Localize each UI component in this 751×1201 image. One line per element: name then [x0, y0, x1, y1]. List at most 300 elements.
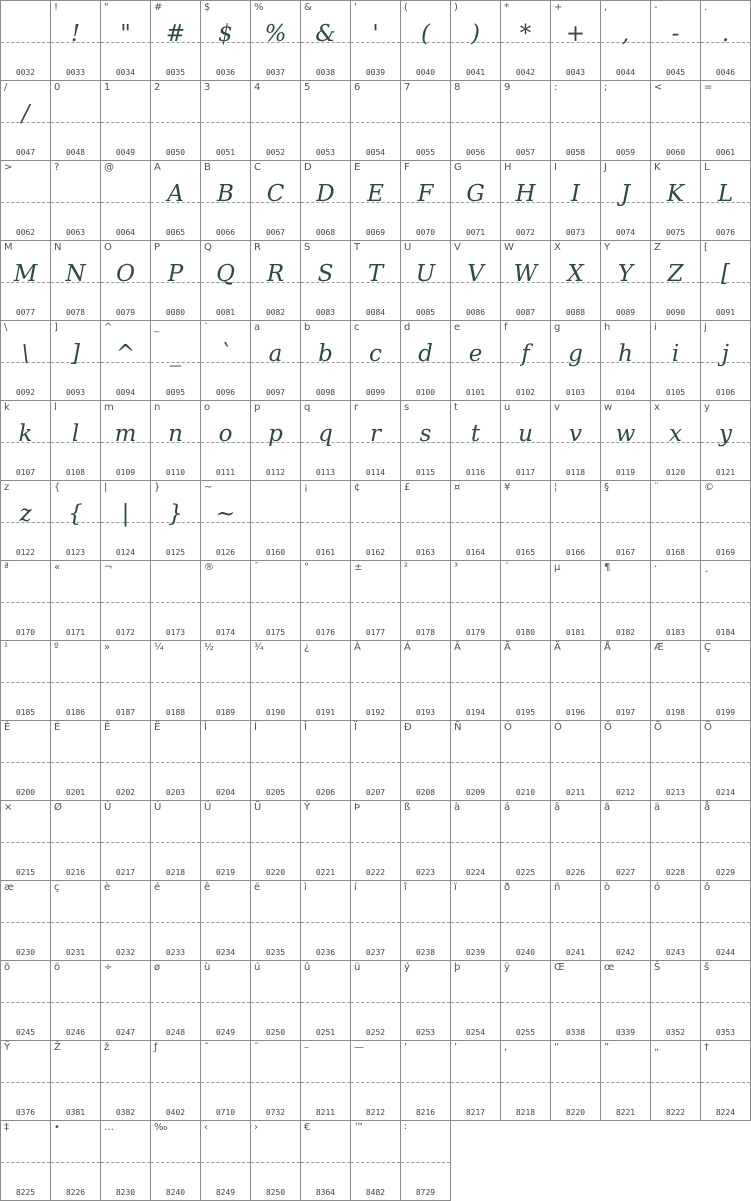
- glyph-cell-label: y: [704, 402, 710, 413]
- baseline-guide: [701, 842, 750, 843]
- glyph-code: 0732: [265, 1108, 286, 1117]
- glyph-cell: [501, 561, 551, 641]
- glyph-code: 8222: [665, 1108, 686, 1117]
- glyph-code: 0232: [115, 948, 136, 957]
- glyph-cell-label: %: [254, 2, 264, 13]
- glyph-code: 0037: [265, 68, 286, 77]
- glyph-cell-label: Ö: [704, 722, 712, 733]
- glyph-cell-label: î: [404, 882, 407, 893]
- baseline-guide: [301, 762, 350, 763]
- glyph-cell-label: (: [404, 2, 408, 13]
- glyph-cell-label: !: [54, 2, 59, 13]
- baseline-guide: [351, 842, 400, 843]
- glyph-code: 0381: [65, 1108, 86, 1117]
- baseline-guide: [451, 682, 500, 683]
- glyph-cell-label: ¾: [254, 642, 264, 653]
- glyph-code: 0124: [115, 548, 136, 557]
- glyph-cell-label: J: [604, 162, 607, 173]
- glyph-cell: [451, 161, 501, 241]
- glyph-code: 0091: [715, 308, 736, 317]
- glyph-sample: _: [169, 341, 182, 367]
- baseline-guide: [401, 1162, 450, 1163]
- baseline-guide: [51, 682, 100, 683]
- glyph-code: 0174: [215, 628, 236, 637]
- glyph-cell: [651, 321, 701, 401]
- glyph-cell: [251, 481, 301, 561]
- baseline-guide: [351, 602, 400, 603]
- glyph-cell-label: ·: [654, 562, 658, 573]
- glyph-sample: ~: [215, 501, 236, 527]
- glyph-code: 8249: [215, 1188, 236, 1197]
- baseline-guide: [201, 1162, 250, 1163]
- glyph-code: 0049: [115, 148, 136, 157]
- glyph-cell-label: Æ: [654, 642, 664, 653]
- glyph-code: 0170: [15, 628, 36, 637]
- glyph-cell: [251, 561, 301, 641]
- baseline-guide: [151, 842, 200, 843]
- glyph-cell: [251, 321, 301, 401]
- glyph-cell: [51, 1121, 101, 1201]
- glyph-cell: [151, 721, 201, 801]
- baseline-guide: [1, 922, 50, 923]
- glyph-cell: [101, 721, 151, 801]
- glyph-cell: [601, 161, 651, 241]
- glyph-code: 0204: [215, 788, 236, 797]
- glyph-cell-label: ù: [204, 962, 211, 973]
- glyph-code: 0196: [565, 708, 586, 717]
- baseline-guide: [251, 122, 300, 123]
- glyph-cell: [101, 401, 151, 481]
- glyph-code: 0250: [265, 1028, 286, 1037]
- glyph-cell: [601, 401, 651, 481]
- glyph-sample: Z: [667, 261, 684, 287]
- glyph-code: 0236: [315, 948, 336, 957]
- glyph-cell-label: R: [254, 242, 261, 253]
- glyph-code: 0112: [265, 468, 286, 477]
- glyph-cell: [501, 1041, 551, 1121]
- glyph-code: 0051: [215, 148, 236, 157]
- glyph-code: 0382: [115, 1108, 136, 1117]
- glyph-sample: a: [268, 341, 283, 367]
- glyph-code: 0064: [115, 228, 136, 237]
- baseline-guide: [601, 922, 650, 923]
- baseline-guide: [151, 682, 200, 683]
- glyph-cell-label: Í: [254, 722, 257, 733]
- baseline-guide: [1, 1162, 50, 1163]
- baseline-guide: [651, 122, 700, 123]
- glyph-code: 0229: [715, 868, 736, 877]
- glyph-cell: [401, 1041, 451, 1121]
- glyph-sample: G: [466, 181, 485, 207]
- glyph-code: 0044: [615, 68, 636, 77]
- glyph-cell: [101, 1121, 151, 1201]
- glyph-cell-label: Ž: [54, 1042, 61, 1053]
- glyph-cell-label: Q: [204, 242, 212, 253]
- baseline-guide: [51, 842, 100, 843]
- glyph-cell: [251, 641, 301, 721]
- glyph-cell: [51, 561, 101, 641]
- baseline-guide: [151, 922, 200, 923]
- glyph-sample: *: [519, 21, 532, 47]
- baseline-guide: [51, 922, 100, 923]
- glyph-code: 0212: [615, 788, 636, 797]
- baseline-guide: [551, 762, 600, 763]
- glyph-code: 0209: [465, 788, 486, 797]
- glyph-code: 0235: [265, 948, 286, 957]
- glyph-cell-label: ‚: [504, 1042, 508, 1053]
- glyph-cell-label: Û: [204, 802, 212, 813]
- glyph-sample: ]: [71, 341, 80, 367]
- glyph-code: 0175: [265, 628, 286, 637]
- glyph-code: 0242: [615, 948, 636, 957]
- glyph-cell: [351, 81, 401, 161]
- glyph-code: 0086: [465, 308, 486, 317]
- glyph-cell: [651, 801, 701, 881]
- glyph-cell-label: D: [304, 162, 312, 173]
- glyph-cell: [51, 81, 101, 161]
- glyph-cell: [251, 161, 301, 241]
- baseline-guide: [351, 682, 400, 683]
- glyph-cell-label: ñ: [554, 882, 561, 893]
- glyph-cell-label: ~: [204, 482, 213, 493]
- glyph-code: 0078: [65, 308, 86, 317]
- glyph-cell-label: Ä: [554, 642, 561, 653]
- glyph-cell: [401, 1, 451, 81]
- glyph-cell: [351, 801, 401, 881]
- glyph-cell: [301, 1121, 351, 1201]
- glyph-code: 0203: [165, 788, 186, 797]
- glyph-cell-label: $: [204, 2, 211, 13]
- glyph-cell: [451, 1, 501, 81]
- glyph-code: 0234: [215, 948, 236, 957]
- glyph-sample: M: [13, 261, 38, 287]
- glyph-sample: z: [19, 501, 32, 527]
- glyph-cell-label: é: [154, 882, 161, 893]
- glyph-code: 0046: [715, 68, 736, 77]
- glyph-cell-label: ]: [54, 322, 58, 333]
- glyph-sample: s: [419, 421, 432, 447]
- glyph-cell: [151, 241, 201, 321]
- glyph-cell: [51, 1, 101, 81]
- glyph-cell-label: ƒ: [154, 1042, 158, 1053]
- glyph-code: 0192: [365, 708, 386, 717]
- glyph-cell: [551, 1, 601, 81]
- glyph-sample: g: [568, 341, 583, 367]
- glyph-cell: [401, 321, 451, 401]
- glyph-cell-label: 4: [254, 82, 261, 93]
- glyph-code: 0050: [165, 148, 186, 157]
- glyph-code: 0065: [165, 228, 186, 237]
- glyph-cell-label: –: [304, 1042, 309, 1053]
- glyph-cell-label: ¯: [254, 562, 259, 573]
- glyph-cell: [51, 1041, 101, 1121]
- glyph-cell: [351, 881, 401, 961]
- glyph-cell-label: ): [454, 2, 458, 13]
- glyph-code: 0067: [265, 228, 286, 237]
- glyph-cell: [601, 241, 651, 321]
- glyph-code: 0070: [415, 228, 436, 237]
- glyph-cell: [501, 481, 551, 561]
- baseline-guide: [401, 1002, 450, 1003]
- glyph-cell: [401, 881, 451, 961]
- baseline-guide: [601, 762, 650, 763]
- baseline-guide: [401, 1082, 450, 1083]
- baseline-guide: [1, 762, 50, 763]
- glyph-cell: [351, 561, 401, 641]
- glyph-code: 0376: [15, 1108, 36, 1117]
- baseline-guide: [201, 762, 250, 763]
- glyph-code: 0099: [365, 388, 386, 397]
- glyph-cell-label: ‡: [4, 1122, 9, 1133]
- glyph-code: 0059: [615, 148, 636, 157]
- glyph-code: 0353: [715, 1028, 736, 1037]
- glyph-cell-label: Õ: [654, 722, 662, 733]
- baseline-guide: [701, 122, 750, 123]
- glyph-code: 0056: [465, 148, 486, 157]
- glyph-cell: [51, 401, 101, 481]
- glyph-code: 0115: [415, 468, 436, 477]
- baseline-guide: [501, 922, 550, 923]
- glyph-code: 0214: [715, 788, 736, 797]
- glyph-cell: [1, 481, 51, 561]
- baseline-guide: [251, 922, 300, 923]
- glyph-code: 0181: [565, 628, 586, 637]
- glyph-cell-label: É: [54, 722, 61, 733]
- glyph-code: 0252: [365, 1028, 386, 1037]
- glyph-code: 0079: [115, 308, 136, 317]
- glyph-cell: [701, 881, 751, 961]
- glyph-cell: [351, 401, 401, 481]
- glyph-cell-label: í: [354, 882, 357, 893]
- glyph-code: 0215: [15, 868, 36, 877]
- glyph-cell: [1, 801, 51, 881]
- glyph-cell-label: ×: [4, 802, 13, 813]
- glyph-cell-label: ˆ: [204, 1042, 209, 1053]
- glyph-cell: [151, 561, 201, 641]
- glyph-cell: [651, 1041, 701, 1121]
- glyph-code: 0221: [315, 868, 336, 877]
- glyph-code: 0108: [65, 468, 86, 477]
- glyph-sample: -: [671, 21, 680, 47]
- glyph-sample: B: [217, 181, 234, 207]
- glyph-cell-label: 9: [504, 82, 511, 93]
- glyph-sample: Y: [617, 261, 634, 287]
- glyph-code: 0033: [65, 68, 86, 77]
- baseline-guide: [651, 602, 700, 603]
- baseline-guide: [51, 122, 100, 123]
- glyph-sample: #: [165, 21, 186, 47]
- glyph-cell: [501, 641, 551, 721]
- glyph-cell: [151, 641, 201, 721]
- glyph-cell-label: ”: [604, 1042, 610, 1053]
- glyph-sample: U: [415, 261, 436, 287]
- glyph-cell: [601, 721, 651, 801]
- glyph-cell-label: [: [704, 242, 708, 253]
- glyph-cell: [1, 1, 51, 81]
- baseline-guide: [301, 522, 350, 523]
- glyph-code: 0199: [715, 708, 736, 717]
- glyph-cell-label: ª: [4, 562, 9, 573]
- baseline-guide: [701, 1002, 750, 1003]
- baseline-guide: [201, 682, 250, 683]
- glyph-cell-label: 6: [354, 82, 361, 93]
- baseline-guide: [101, 602, 150, 603]
- baseline-guide: [651, 922, 700, 923]
- glyph-cell-label: B: [204, 162, 211, 173]
- glyph-code: 0088: [565, 308, 586, 317]
- glyph-code: 0075: [665, 228, 686, 237]
- glyph-code: 0233: [165, 948, 186, 957]
- glyph-sample: y: [719, 421, 732, 447]
- glyph-cell-label: T: [354, 242, 361, 253]
- glyph-sample: n: [168, 421, 183, 447]
- glyph-code: 8221: [615, 1108, 636, 1117]
- glyph-code: 0241: [565, 948, 586, 957]
- glyph-cell: [701, 961, 751, 1041]
- glyph-cell-label: ’: [454, 1042, 458, 1053]
- glyph-cell: [351, 721, 401, 801]
- glyph-cell: [1, 641, 51, 721]
- glyph-cell-label: ¤: [454, 482, 461, 493]
- glyph-sample: E: [367, 181, 384, 207]
- glyph-cell-label: N: [54, 242, 62, 253]
- glyph-code: 0038: [315, 68, 336, 77]
- glyph-cell-label: Ê: [104, 722, 111, 733]
- glyph-cell: [701, 481, 751, 561]
- glyph-cell: [301, 81, 351, 161]
- glyph-cell-label: ¶: [604, 562, 611, 573]
- glyph-cell-label: H: [504, 162, 512, 173]
- glyph-code: 0074: [615, 228, 636, 237]
- baseline-guide: [451, 1002, 500, 1003]
- glyph-code: 0117: [515, 468, 536, 477]
- glyph-cell: [451, 801, 501, 881]
- glyph-sample: d: [418, 341, 433, 367]
- glyph-cell: [651, 161, 701, 241]
- glyph-cell: [651, 81, 701, 161]
- baseline-guide: [101, 1162, 150, 1163]
- glyph-sample: +: [565, 21, 586, 47]
- glyph-code: 0063: [65, 228, 86, 237]
- baseline-guide: [501, 1002, 550, 1003]
- glyph-code: 0251: [315, 1028, 336, 1037]
- glyph-cell-label: *: [504, 2, 509, 13]
- glyph-cell-label: ´: [504, 562, 509, 573]
- glyph-code: 0200: [15, 788, 36, 797]
- glyph-cell-label: Ü: [254, 802, 262, 813]
- glyph-cell-label: j: [704, 322, 707, 333]
- baseline-guide: [51, 762, 100, 763]
- glyph-sample: .: [721, 21, 730, 47]
- glyph-cell: [501, 961, 551, 1041]
- glyph-cell-label: :: [554, 82, 558, 93]
- glyph-code: 0035: [165, 68, 186, 77]
- baseline-guide: [101, 682, 150, 683]
- glyph-code: 8729: [415, 1188, 436, 1197]
- glyph-sample: v: [569, 421, 582, 447]
- glyph-cell: [601, 1, 651, 81]
- glyph-cell: [551, 961, 601, 1041]
- glyph-code: 0045: [665, 68, 686, 77]
- glyph-code: 0226: [565, 868, 586, 877]
- glyph-cell: [451, 641, 501, 721]
- glyph-cell-label: †: [704, 1042, 709, 1053]
- baseline-guide: [601, 522, 650, 523]
- glyph-cell-label: ²: [404, 562, 409, 573]
- glyph-cell-label: ˜: [254, 1042, 259, 1053]
- glyph-cell: [451, 561, 501, 641]
- glyph-code: 0176: [315, 628, 336, 637]
- glyph-code: 0244: [715, 948, 736, 957]
- glyph-cell: [401, 801, 451, 881]
- glyph-sample: c: [369, 341, 382, 367]
- baseline-guide: [501, 522, 550, 523]
- glyph-code: 0164: [465, 548, 486, 557]
- glyph-code: 0072: [515, 228, 536, 237]
- baseline-guide: [251, 602, 300, 603]
- glyph-sample: f: [521, 341, 530, 367]
- glyph-code: 0061: [715, 148, 736, 157]
- glyph-code: 0062: [15, 228, 36, 237]
- glyph-cell-label: <: [654, 82, 663, 93]
- glyph-code: 0085: [415, 308, 436, 317]
- baseline-guide: [651, 1002, 700, 1003]
- baseline-guide: [451, 922, 500, 923]
- glyph-cell-label: Ý: [304, 802, 311, 813]
- glyph-cell: [251, 1121, 301, 1201]
- glyph-cell-label: Ð: [404, 722, 412, 733]
- glyph-code: 0096: [215, 388, 236, 397]
- glyph-cell: [251, 961, 301, 1041]
- glyph-cell-label: E: [354, 162, 361, 173]
- glyph-sample: `: [219, 341, 232, 367]
- baseline-guide: [151, 1162, 200, 1163]
- baseline-guide: [251, 1162, 300, 1163]
- glyph-cell-label: U: [404, 242, 412, 253]
- baseline-guide: [351, 122, 400, 123]
- glyph-code: 8240: [165, 1188, 186, 1197]
- glyph-sample: /: [21, 101, 30, 127]
- glyph-cell-label: /: [4, 82, 8, 93]
- baseline-guide: [51, 602, 100, 603]
- baseline-guide: [201, 602, 250, 603]
- glyph-code: 0163: [415, 548, 436, 557]
- glyph-cell-label: ß: [404, 802, 411, 813]
- glyph-cell: [1, 321, 51, 401]
- baseline-guide: [351, 522, 400, 523]
- baseline-guide: [551, 1082, 600, 1083]
- glyph-cell: [501, 81, 551, 161]
- glyph-cell-label: w: [604, 402, 613, 413]
- baseline-guide: [1, 1082, 50, 1083]
- glyph-cell: [401, 161, 451, 241]
- glyph-sample: q: [318, 421, 333, 447]
- glyph-cell-label: Ï: [354, 722, 357, 733]
- glyph-cell-label: W: [504, 242, 514, 253]
- glyph-cell: [301, 481, 351, 561]
- glyph-code: 0110: [165, 468, 186, 477]
- glyph-cell: [51, 321, 101, 401]
- glyph-cell: [351, 481, 401, 561]
- glyph-cell: [701, 721, 751, 801]
- baseline-guide: [451, 602, 500, 603]
- baseline-guide: [201, 922, 250, 923]
- baseline-guide: [301, 1162, 350, 1163]
- glyph-cell: [51, 481, 101, 561]
- baseline-guide: [101, 1082, 150, 1083]
- glyph-sample: X: [567, 261, 584, 287]
- glyph-cell-label: ê: [204, 882, 211, 893]
